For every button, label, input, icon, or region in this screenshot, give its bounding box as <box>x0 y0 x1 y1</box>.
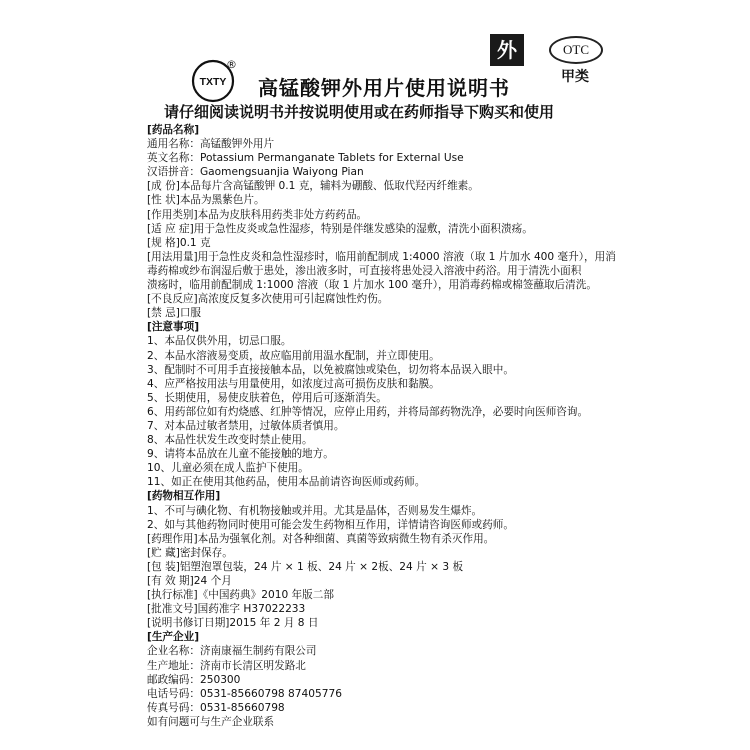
otc-badge: OTC <box>549 36 603 64</box>
postcode-row <box>147 673 617 687</box>
external-use-badge: 外 <box>490 34 524 66</box>
appearance-label: [性 状] <box>147 194 180 207</box>
dosage-line-1: 用于急性皮炎和急性湿疹时，临用前配制成 1:4000 溶液（取 1 片加水 400 毫升），用消 <box>197 250 616 263</box>
contraindications-row <box>147 306 617 320</box>
package-value: 铝塑泡罩包装，24 片 × 1 板、24 片 × 2板、24 片 × 3 板 <box>179 560 464 573</box>
composition-row <box>147 179 617 193</box>
package-label: [包 装] <box>147 560 180 573</box>
precaution-item: 11、如正在使用其他药品，使用本品前请咨询医师或药师。 <box>147 476 426 489</box>
standard-row <box>147 588 617 602</box>
indications-value: 用于急性皮炎或急性湿疹，特别是伴继发感染的湿敷，清洗小面积溃疡。 <box>193 222 533 235</box>
generic-name-value: 高锰酸钾外用片 <box>199 138 275 151</box>
approval-value: 国药准字 H37022233 <box>197 603 306 616</box>
pharmacology-value: 本品为强氧化剂。对各种细菌、真菌等致病微生物有杀灭作用。 <box>197 532 495 545</box>
postcode-label: 邮政编码： <box>147 673 200 686</box>
approval-row <box>147 602 617 616</box>
dosage-row <box>147 250 617 264</box>
composition-value: 本品每片含高锰酸钾 0.1 克，辅料为硼酸、低取代羟丙纤维素。 <box>179 180 479 193</box>
fax-value: 0531-85660798 <box>199 701 285 714</box>
appearance-row <box>147 193 617 207</box>
english-name-label: 英文名称： <box>147 152 200 165</box>
pinyin-name-row <box>147 165 617 179</box>
otc-class-label: 甲类 <box>561 69 589 85</box>
revision-row <box>147 616 617 630</box>
address-label: 生产地址： <box>147 659 200 672</box>
adverse-row <box>147 292 617 306</box>
english-name-value: Potassium Permanganate Tablets for External Use <box>199 152 464 165</box>
package-row <box>147 560 617 574</box>
generic-name-row <box>147 137 617 151</box>
category-label: [作用类别] <box>147 208 198 221</box>
indications-row <box>147 222 617 236</box>
precaution-item: 10、儿童必须在成人监护下使用。 <box>147 462 309 475</box>
pharmacology-row <box>147 532 617 546</box>
specification-label: [规 格] <box>147 236 180 249</box>
pinyin-name-value: Gaomengsuanjia Waiyong Pian <box>199 166 364 179</box>
contact-note: 如有问题可与生产企业联系 <box>147 715 275 728</box>
company-name-value: 济南康福生制药有限公司 <box>199 645 317 658</box>
leaflet-content <box>147 123 617 729</box>
precaution-item: 3、配制时不可用手直接接触本品，以免被腐蚀或染色，切勿将本品误入眼中。 <box>147 363 514 376</box>
phone-label: 电话号码： <box>147 687 200 700</box>
precaution-item: 4、应严格按用法与用量使用，如浓度过高可损伤皮肤和黏膜。 <box>147 377 440 390</box>
fax-row <box>147 701 617 715</box>
document-title: 高锰酸钾外用片使用说明书 <box>258 76 510 100</box>
adverse-value: 高浓度反复多次使用可引起腐蚀性灼伤。 <box>197 293 389 306</box>
drug-name-heading: [药品名称] <box>147 124 200 136</box>
indications-label: [适 应 症] <box>147 222 194 235</box>
phone-row <box>147 687 617 701</box>
approval-label: [批准文号] <box>147 603 198 616</box>
appearance-value: 本品为黑紫色片。 <box>179 194 265 207</box>
company-name-label: 企业名称： <box>147 645 200 658</box>
precaution-item: 5、长期使用，易使皮肤着色，停用后可逐渐消失。 <box>147 391 387 404</box>
adverse-label: [不良反应] <box>147 293 198 306</box>
contraindications-value: 口服 <box>179 307 202 320</box>
postcode-value: 250300 <box>199 673 241 686</box>
precaution-item: 9、请将本品放在儿童不能接触的地方。 <box>147 448 334 461</box>
category-row <box>147 208 617 222</box>
pharmacology-label: [药理作用] <box>147 532 198 545</box>
address-value: 济南市长清区明发路北 <box>199 659 306 672</box>
precaution-item: 1、本品仅供外用，切忌口服。 <box>147 335 292 348</box>
dosage-label: [用法用量] <box>147 250 198 263</box>
english-name-row <box>147 151 617 165</box>
interaction-item: 2、如与其他药物同时使用可能会发生药物相互作用，详情请咨询医师或药师。 <box>147 518 514 531</box>
address-row <box>147 659 617 673</box>
storage-row <box>147 546 617 560</box>
company-name-row <box>147 644 617 658</box>
pinyin-name-label: 汉语拼音： <box>147 166 200 179</box>
specification-value: 0.1 克 <box>179 236 211 249</box>
dosage-line-2: 毒药棉或纱布润湿后敷于患处，渗出液多时，可直接将患处浸入溶液中药浴。用于清洗小面积 <box>147 264 582 277</box>
storage-label: [贮 藏] <box>147 546 180 559</box>
interactions-heading: [药物相互作用] <box>147 490 221 503</box>
precaution-item: 8、本品性状发生改变时禁止使用。 <box>147 434 313 447</box>
interaction-item: 1、不可与碘化物、有机物接触或并用。尤其是晶体，否则易发生爆炸。 <box>147 504 483 517</box>
contraindications-label: [禁 忌] <box>147 307 180 320</box>
fax-label: 传真号码： <box>147 701 200 714</box>
specification-row <box>147 236 617 250</box>
precautions-heading: [注意事项] <box>147 321 200 334</box>
registered-mark: ® <box>226 58 237 71</box>
logo-text: TXTY <box>199 76 227 88</box>
standard-value: 《中国药典》2010 年版二部 <box>197 589 334 602</box>
revision-value: 2015 年 2 月 8 日 <box>229 617 319 630</box>
precaution-item: 7、对本品过敏者禁用，过敏体质者慎用。 <box>147 419 345 432</box>
storage-value: 密封保存。 <box>179 546 233 559</box>
revision-label: [说明书修订日期] <box>147 617 230 630</box>
manufacturer-heading: [生产企业] <box>147 631 200 644</box>
dosage-line-3: 溃疡时，临用前配制成 1:1000 溶液（取 1 片加水 100 毫升），用消毒药棉或棉签蘸取后清洗。 <box>147 279 597 292</box>
validity-value: 24 个月 <box>193 575 232 587</box>
validity-label: [有 效 期] <box>147 575 194 587</box>
category-value: 本品为皮肤科用药类非处方药药品。 <box>197 208 368 221</box>
generic-name-label: 通用名称： <box>147 138 200 151</box>
precaution-item: 6、用药部位如有灼烧感、红肿等情况，应停止用药，并将局部药物洗净，必要时向医师咨询。 <box>147 405 589 418</box>
phone-value: 0531-85660798 87405776 <box>199 687 342 700</box>
composition-label: [成 份] <box>147 180 180 193</box>
precaution-item: 2、本品水溶液易变质，故应临用前用温水配制，并立即使用。 <box>147 349 440 362</box>
validity-row <box>147 574 617 588</box>
standard-label: [执行标准] <box>147 589 198 602</box>
document-subtitle: 请仔细阅读说明书并按说明使用或在药师指导下购买和使用 <box>164 103 555 121</box>
